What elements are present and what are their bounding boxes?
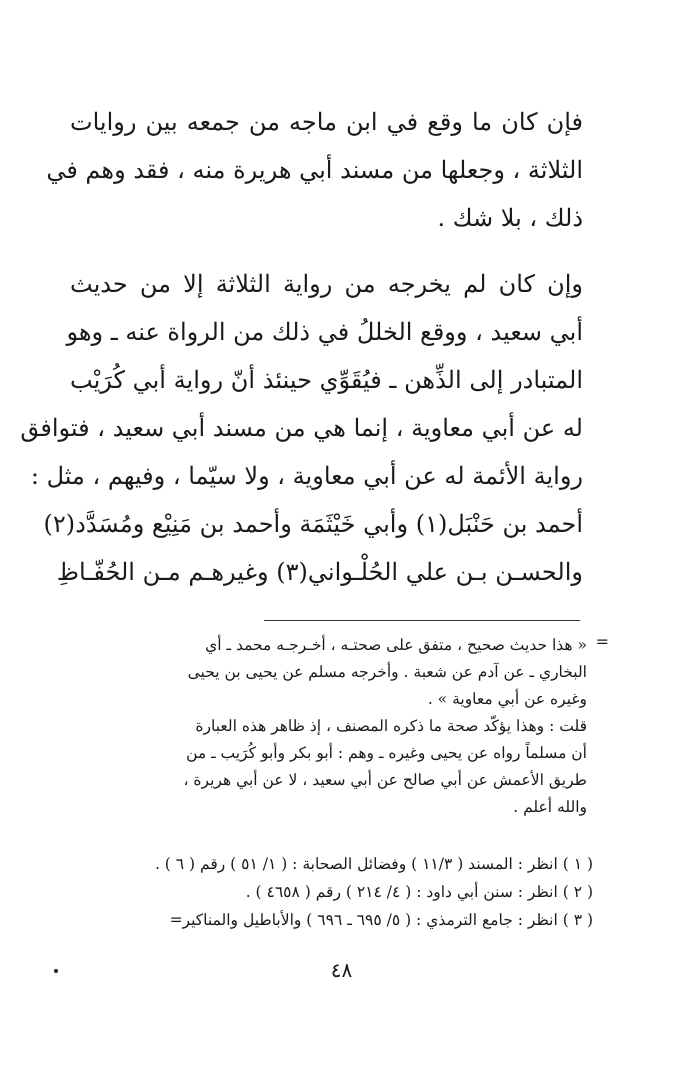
footnote-3: ( ٣ ) انظر : جامع الترمذي : ( ٥/ ٦٩٥ ـ ٦٩٦ ) والأباطيل والمناكير=: [169, 911, 593, 929]
page-number: ٤٨: [330, 958, 353, 982]
footnote-comment-line: والله أعلم .: [513, 798, 587, 816]
margin-dot: [54, 969, 58, 973]
footnote-list: [70, 850, 593, 934]
footnote-line: البخاري ـ عن آدم عن شعبة . وأخرجه مسلم عن يحيى بن يحيى: [187, 663, 587, 681]
footnote-1: ( ١ ) انظر : المسند ( ١١/٣ ) وفضائل الصحابة : ( ١/ ٥١ ) رقم ( ٦ ) .: [154, 855, 593, 873]
text-line: المتبادر إلى الذِّهن ـ فيُقَوِّي حينئذ أنّ رواية أبي كُرَيْب: [70, 366, 583, 394]
text-line: أحمد بن حَنْبَل(١) وأبي خَيْثَمَة وأحمد بن مَنِيْع ومُسَدَّد(٢): [43, 510, 583, 538]
text-line: رواية الأئمة له عن أبي معاوية ، ولا سيّما ، وفيهم ، مثل :: [30, 462, 583, 490]
paragraph-2: [20, 260, 583, 596]
text-line: له عن أبي معاوية ، إنما هي من مسند أبي سعيد ، فتوافق: [20, 414, 583, 442]
footnote-comment-line: قلت : وهذا يؤكّد صحة ما ذكره المصنف ، إذ ظاهر هذه العبارة: [195, 717, 587, 735]
footnote-line: « هذا حديث صحيح ، متفق على صحتـه ، أخـرجـه محمد ـ أي: [205, 636, 587, 654]
footnote-comment-line: طريق الأعمش عن أبي صالح عن أبي سعيد ، لا عن أبي هريرة ،: [183, 771, 587, 789]
footnote-separator: [264, 620, 580, 621]
text-line: أبي سعيد ، ووقع الخللُ في ذلك من الرواة عنه ـ وهو: [66, 318, 583, 346]
paragraph-1: [46, 98, 583, 242]
footnote-2: ( ٢ ) انظر : سنن أبي داود : ( ٤/ ٢١٤ ) رقم ( ٤٦٥٨ ) .: [245, 883, 593, 901]
text-line: الثلاثة ، وجعلها من مسند أبي هريرة منه ، فقد وهم في: [46, 156, 583, 184]
text-line: ذلك ، بلا شك .: [437, 204, 583, 232]
text-line: وإن كان لم يخرجه من رواية الثلاثة إلا من حديث: [70, 270, 583, 298]
continuation-mark: =: [595, 632, 609, 651]
main-text: [20, 98, 583, 596]
footnote-comment-line: أن مسلماً رواه عن يحيى وغيره ـ وهم : أبو بكر وأبو كُرَيب ـ من: [186, 744, 587, 762]
footnote-line: وغيره عن أبي معاوية » .: [427, 690, 587, 708]
text-line: والحسـن بـن علي الحُلْـواني(٣) وغيرهـم مـن الحُفّـاظِ: [56, 558, 583, 586]
footnote-continuation: [78, 632, 609, 821]
text-line: فإن كان ما وقع في ابن ماجه من جمعه بين روايات: [70, 108, 583, 136]
